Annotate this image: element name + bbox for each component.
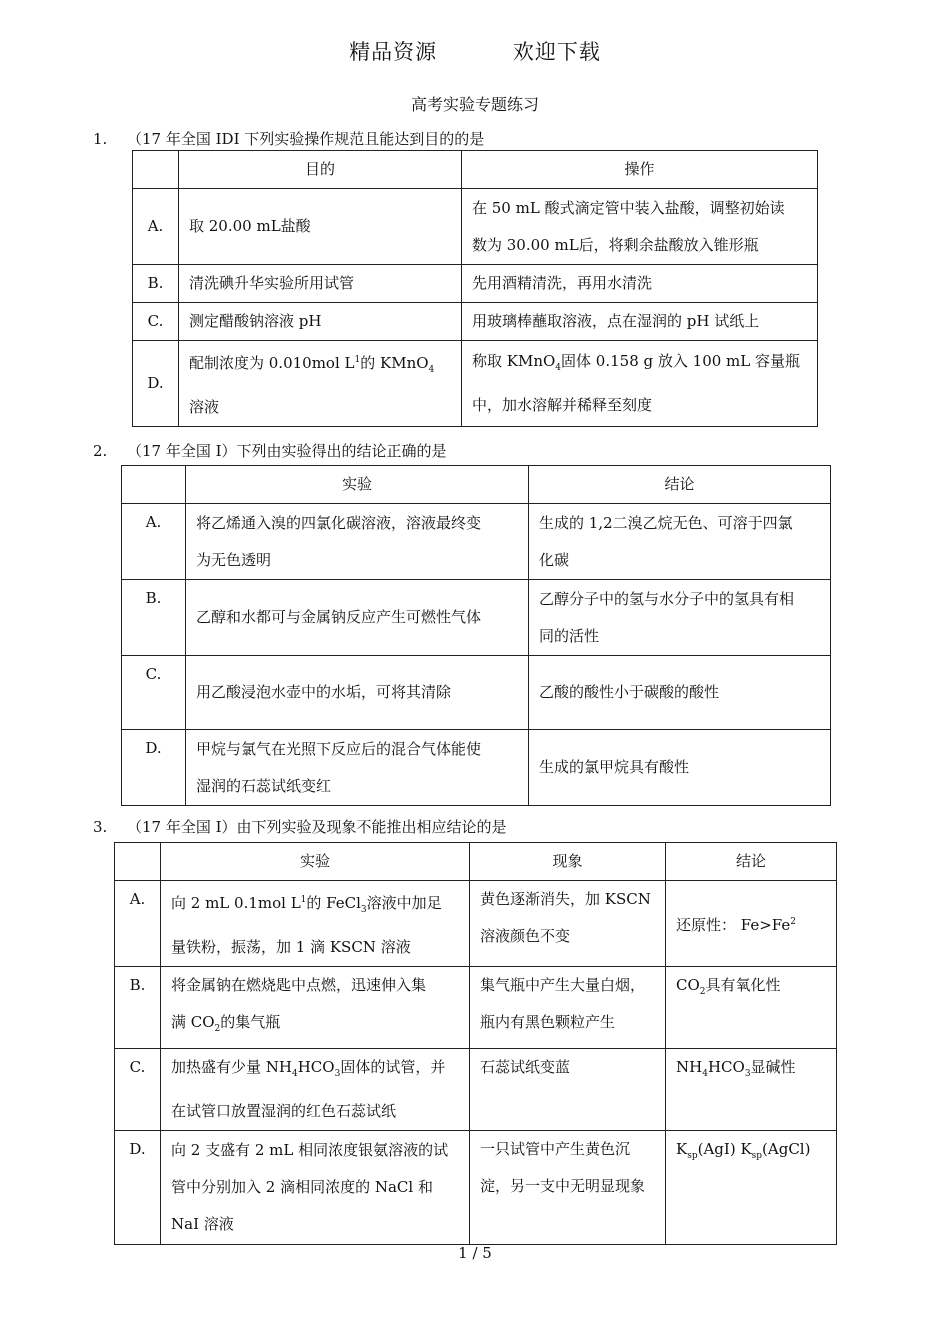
cell-line: 湿润的石蕊试纸变红: [196, 776, 332, 795]
cell-line: 溶液: [189, 397, 220, 416]
text-run: 还原性： Fe>Fe: [676, 915, 791, 934]
table-header-row: [122, 466, 831, 504]
purpose-cell: [179, 341, 462, 427]
subscript: sp: [751, 1151, 763, 1161]
purpose-cell: 清洗碘升华实验所用试管: [179, 265, 462, 303]
table-row: [133, 341, 818, 427]
header-right: 欢迎下载: [512, 40, 601, 64]
cell-line: [189, 342, 451, 389]
cell-line: 将金属钠在燃烧匙中点燃，迅速伸入集: [171, 976, 427, 994]
experiment-cell: [161, 1049, 470, 1131]
text-run: 的 KMnO: [360, 353, 429, 372]
superscript: 2: [790, 916, 796, 927]
subscript: 2: [699, 987, 706, 997]
option-label: B.: [133, 265, 179, 303]
phenomenon-cell: [470, 1131, 666, 1245]
text-run: (AgI) K: [697, 1140, 752, 1158]
subscript: 3: [360, 904, 367, 915]
operation-cell: [462, 341, 818, 427]
cell-line: 同的活性: [539, 626, 600, 645]
cell-line: 一只试管中产生黄色沉: [480, 1140, 631, 1158]
text-run: 的 FeCl: [306, 893, 361, 912]
option-label: B.: [115, 967, 161, 1049]
conclusion-cell: [529, 504, 831, 580]
question-3: [93, 816, 507, 837]
cell-line: 甲烷与氯气在光照下反应后的混合气体能使: [196, 739, 482, 758]
header-operation: 操作: [462, 151, 818, 189]
header-purpose: 目的: [179, 151, 462, 189]
conclusion-cell: 生成的氯甲烷具有酸性: [529, 730, 831, 806]
text-run: 溶液中加足: [366, 893, 442, 912]
table-row: [122, 504, 831, 580]
subscript: 4: [291, 1069, 298, 1079]
table-row: [122, 656, 831, 730]
phenomenon-cell: [470, 967, 666, 1049]
conclusion-cell: [666, 1049, 837, 1131]
conclusion-cell: [666, 1131, 837, 1245]
table-row: [133, 189, 818, 265]
cell-line: 中，加水溶解并稀释至刻度: [472, 396, 653, 414]
experiment-cell: [161, 1131, 470, 1245]
cell-line: 将乙烯通入溴的四氯化碳溶液，溶液最终变: [196, 513, 482, 532]
subscript: 4: [555, 363, 562, 373]
table-row: [115, 967, 837, 1049]
subscript: 3: [334, 1069, 341, 1079]
table-row: [133, 265, 818, 303]
superscript: 1: [354, 354, 361, 365]
experiment-cell: [186, 730, 529, 806]
subscript: 4: [428, 364, 435, 375]
header-blank: [115, 843, 161, 881]
text-run: 的集气瓶: [220, 1013, 281, 1031]
option-label: A.: [122, 504, 186, 580]
q3-table: [114, 842, 837, 1245]
table-header-row: [115, 843, 837, 881]
cell-line: 集气瓶中产生大量白烟，: [480, 976, 646, 994]
cell-line: [171, 1049, 459, 1093]
cell-line: 在 50 mL 酸式滴定管中装入盐酸，调整初始读: [472, 198, 785, 217]
text-run: HCO: [297, 1058, 335, 1076]
conclusion-cell: 乙酸的酸性小于碳酸的酸性: [529, 656, 831, 730]
cell-line: [472, 343, 807, 387]
table-row: [122, 730, 831, 806]
subscript: 2: [214, 1024, 221, 1034]
subscript: sp: [687, 1151, 698, 1161]
text-run: 称取 KMnO: [472, 352, 556, 370]
table-header-row: [133, 151, 818, 189]
cell-line: NaI 溶液: [171, 1215, 234, 1233]
experiment-cell: [161, 967, 470, 1049]
text-run: 固体的试管，并: [340, 1058, 446, 1076]
question-stem: （17 年全国 IDI 下列实验操作规范且能达到目的的是: [127, 130, 485, 148]
cell-line: 量铁粉，振荡，加 1 滴 KSCN 溶液: [171, 937, 411, 956]
text-run: 配制浓度为 0.010mol L: [189, 353, 355, 372]
text-run: (AgCl): [762, 1140, 811, 1158]
cell-line: 管中分别加入 2 滴相同浓度的 NaCl 和: [171, 1178, 433, 1196]
question-number: 3.: [93, 818, 108, 836]
text-run: K: [676, 1140, 688, 1158]
option-label: C.: [133, 303, 179, 341]
q2-table: [121, 465, 831, 806]
operation-cell: 先用酒精清洗，再用水清洗: [462, 265, 818, 303]
text-run: NH: [676, 1058, 703, 1076]
cell-line: 淀，另一支中无明显现象: [480, 1177, 646, 1195]
experiment-cell: 乙醇和水都可与金属钠反应产生可燃性气体: [186, 580, 529, 656]
phenomenon-cell: 石蕊试纸变蓝: [470, 1049, 666, 1131]
table-row: [115, 881, 837, 967]
option-label: C.: [115, 1049, 161, 1131]
text-run: CO: [676, 976, 700, 994]
subscript: 4: [702, 1069, 708, 1079]
header-blank: [133, 151, 179, 189]
header-conclusion: 结论: [666, 843, 837, 881]
q1-table: [132, 150, 818, 427]
conclusion-cell: [666, 881, 837, 967]
cell-line: [171, 1004, 459, 1048]
experiment-cell: 用乙酸浸泡水壶中的水垢，可将其清除: [186, 656, 529, 730]
experiment-cell: [186, 504, 529, 580]
option-label: A.: [133, 189, 179, 265]
cell-line: 黄色逐渐消失，加 KSCN: [480, 890, 651, 908]
text-run: 显碱性: [750, 1058, 796, 1076]
purpose-cell: 取 20.00 mL盐酸: [179, 189, 462, 265]
cell-line: 化碳: [539, 550, 570, 569]
cell-line: 向 2 支盛有 2 mL 相同浓度银氨溶液的试: [171, 1141, 449, 1159]
header-experiment: 实验: [186, 466, 529, 504]
superscript: 1: [300, 894, 307, 905]
page-number: 1 / 5: [458, 1244, 492, 1262]
text-run: 加热盛有少量 NH: [171, 1058, 292, 1076]
cell-line: 为无色透明: [196, 550, 272, 569]
cell-line: 溶液颜色不变: [480, 927, 571, 945]
cell-line: 乙醇分子中的氢与水分子中的氢具有相: [539, 589, 795, 608]
header-blank: [122, 466, 186, 504]
table-row: [133, 303, 818, 341]
cell-line: 生成的 1,2二溴乙烷无色、可溶于四氯: [539, 513, 793, 532]
text-run: 向 2 mL 0.1mol L: [171, 893, 301, 912]
purpose-cell: 测定醋酸钠溶液 pH: [179, 303, 462, 341]
question-2: [93, 440, 447, 461]
experiment-cell: [161, 881, 470, 967]
cell-line: 瓶内有黑色颗粒产生: [480, 1013, 616, 1031]
header-phenomenon: 现象: [470, 843, 666, 881]
table-row: [115, 1049, 837, 1131]
cell-line: 在试管口放置湿润的红色石蕊试纸: [171, 1102, 397, 1120]
option-label: D.: [115, 1131, 161, 1245]
option-label: D.: [133, 341, 179, 427]
cell-line: 数为 30.00 mL后，将剩余盐酸放入锥形瓶: [472, 235, 759, 254]
question-1: [93, 128, 484, 149]
subscript: 3: [744, 1069, 751, 1079]
question-number: 1.: [93, 130, 108, 148]
header-conclusion: 结论: [529, 466, 831, 504]
header-experiment: 实验: [161, 843, 470, 881]
conclusion-cell: [666, 967, 837, 1049]
text-run: 满 CO: [171, 1013, 215, 1031]
question-number: 2.: [93, 442, 108, 460]
text-run: 具有氧化性: [705, 976, 781, 994]
option-label: C.: [122, 656, 186, 730]
phenomenon-cell: [470, 881, 666, 967]
conclusion-cell: [529, 580, 831, 656]
option-label: B.: [122, 580, 186, 656]
question-stem: （17 年全国 I）下列由实验得出的结论正确的是: [127, 442, 447, 460]
table-row: [122, 580, 831, 656]
option-label: A.: [115, 881, 161, 967]
operation-cell: 用玻璃棒蘸取溶液，点在湿润的 pH 试纸上: [462, 303, 818, 341]
cell-line: [171, 882, 459, 929]
table-row: [115, 1131, 837, 1245]
header-left: 精品资源: [349, 40, 438, 64]
text-run: HCO: [707, 1058, 745, 1076]
operation-cell: [462, 189, 818, 265]
page-header: [0, 36, 950, 66]
question-stem: （17 年全国 I）由下列实验及现象不能推出相应结论的是: [127, 818, 507, 836]
option-label: D.: [122, 730, 186, 806]
document-title: 高考实验专题练习: [410, 95, 539, 114]
text-run: 固体 0.158 g 放入 100 mL 容量瓶: [561, 352, 800, 370]
